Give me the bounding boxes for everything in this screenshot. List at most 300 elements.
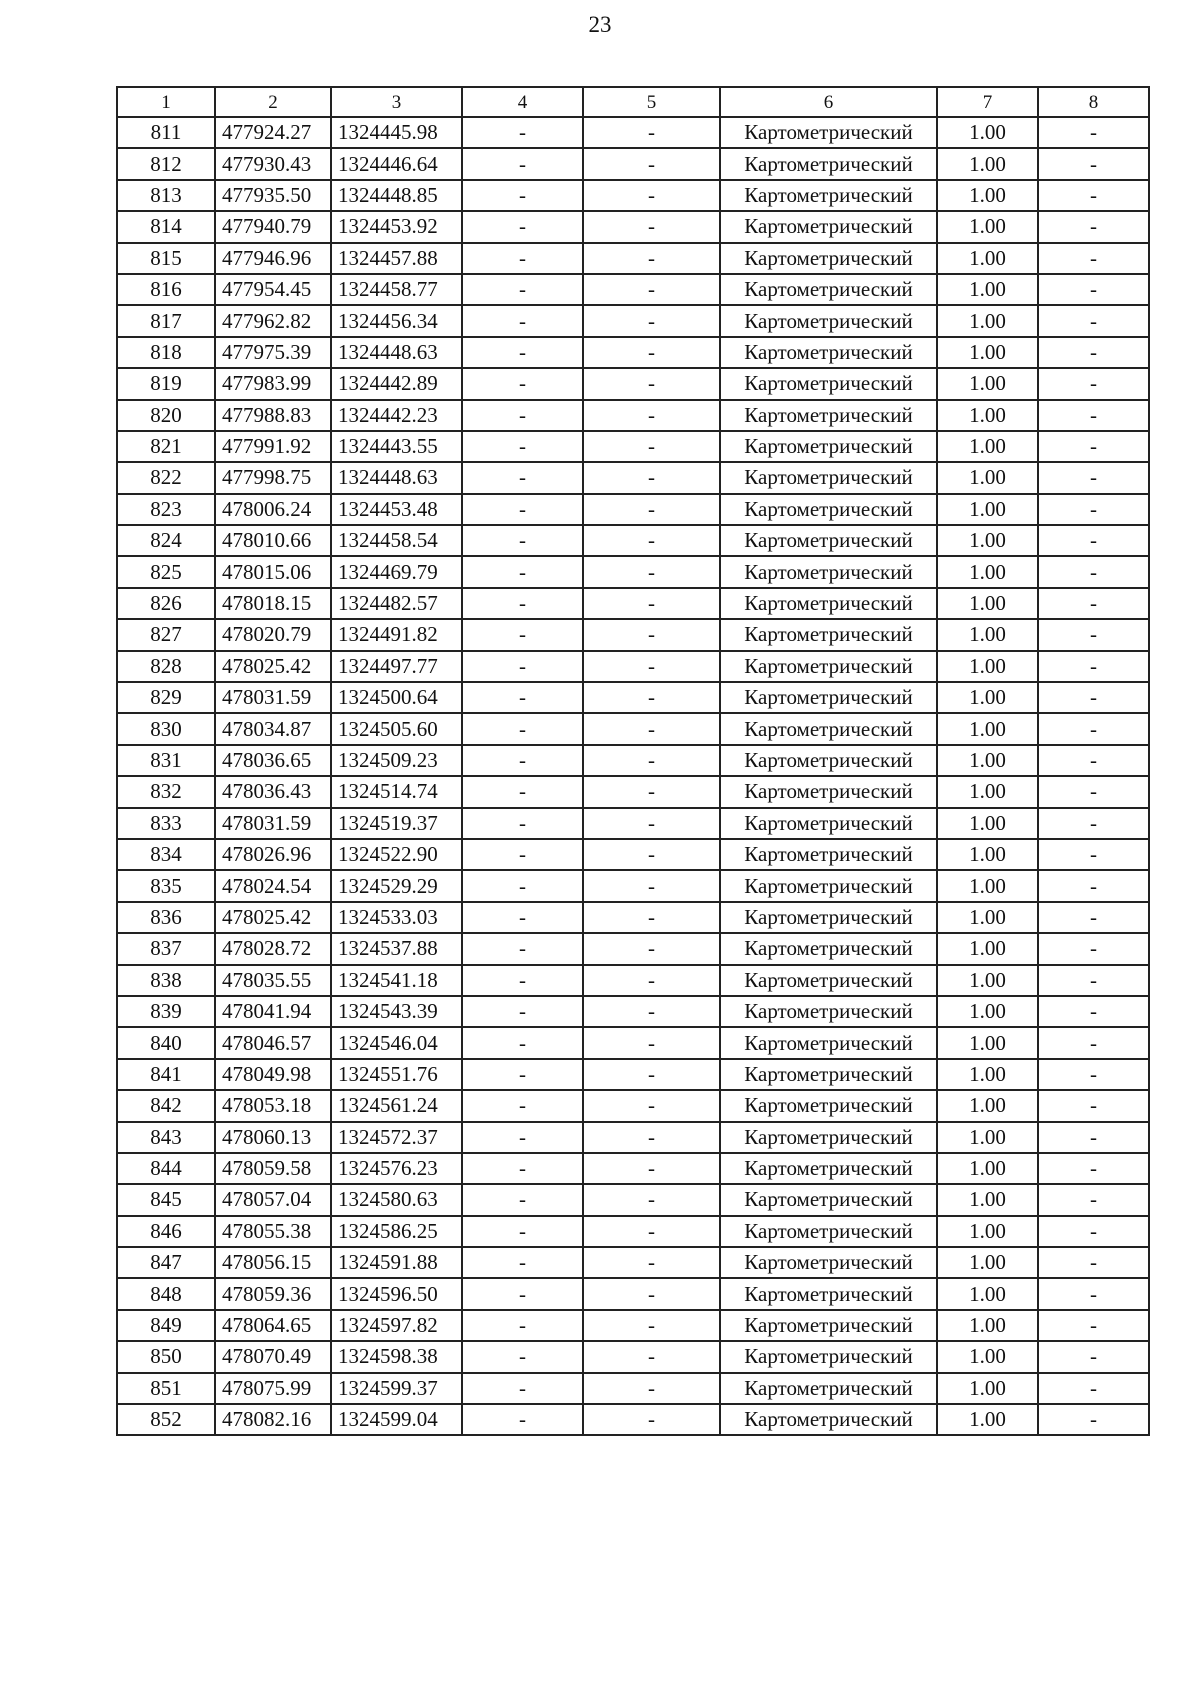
x-coordinate-cell: 478059.58 [215, 1153, 331, 1184]
col-4-cell: - [462, 682, 583, 713]
col-8-cell: - [1038, 243, 1149, 274]
col-5-cell: - [583, 274, 720, 305]
col-8-cell: - [1038, 337, 1149, 368]
col-4-cell: - [462, 1059, 583, 1090]
col-8-cell: - [1038, 368, 1149, 399]
table-row [117, 462, 1149, 493]
accuracy-cell: 1.00 [937, 588, 1038, 619]
x-coordinate-cell: 478035.55 [215, 965, 331, 996]
y-coordinate-cell: 1324456.34 [331, 305, 462, 336]
col-8-cell: - [1038, 1341, 1149, 1372]
col-4-cell: - [462, 368, 583, 399]
x-coordinate-cell: 477930.43 [215, 148, 331, 179]
x-coordinate-cell: 478059.36 [215, 1278, 331, 1309]
point-number-cell: 846 [117, 1216, 215, 1247]
y-coordinate-cell: 1324491.82 [331, 619, 462, 650]
accuracy-cell: 1.00 [937, 494, 1038, 525]
accuracy-cell: 1.00 [937, 211, 1038, 242]
col-8-cell: - [1038, 1373, 1149, 1404]
col-5-cell: - [583, 682, 720, 713]
col-8-cell: - [1038, 556, 1149, 587]
method-cell: Картометрический [720, 933, 937, 964]
accuracy-cell: 1.00 [937, 117, 1038, 148]
col-5-cell: - [583, 337, 720, 368]
col-4-cell: - [462, 1310, 583, 1341]
y-coordinate-cell: 1324453.92 [331, 211, 462, 242]
point-number-cell: 845 [117, 1184, 215, 1215]
y-coordinate-cell: 1324599.04 [331, 1404, 462, 1435]
accuracy-cell: 1.00 [937, 870, 1038, 901]
col-5-cell: - [583, 1059, 720, 1090]
col-8-cell: - [1038, 808, 1149, 839]
method-cell: Картометрический [720, 556, 937, 587]
col-5-cell: - [583, 965, 720, 996]
col-4-cell: - [462, 776, 583, 807]
point-number-cell: 816 [117, 274, 215, 305]
accuracy-cell: 1.00 [937, 965, 1038, 996]
x-coordinate-cell: 478034.87 [215, 713, 331, 744]
table-row [117, 274, 1149, 305]
col-4-cell: - [462, 839, 583, 870]
col-4-cell: - [462, 651, 583, 682]
col-4-cell: - [462, 965, 583, 996]
point-number-cell: 839 [117, 996, 215, 1027]
point-number-cell: 827 [117, 619, 215, 650]
y-coordinate-cell: 1324551.76 [331, 1059, 462, 1090]
y-coordinate-cell: 1324586.25 [331, 1216, 462, 1247]
table-row [117, 776, 1149, 807]
method-cell: Картометрический [720, 651, 937, 682]
accuracy-cell: 1.00 [937, 996, 1038, 1027]
point-number-cell: 825 [117, 556, 215, 587]
method-cell: Картометрический [720, 619, 937, 650]
col-5-cell: - [583, 525, 720, 556]
method-cell: Картометрический [720, 682, 937, 713]
method-cell: Картометрический [720, 1278, 937, 1309]
x-coordinate-cell: 478026.96 [215, 839, 331, 870]
method-cell: Картометрический [720, 1404, 937, 1435]
col-4-cell: - [462, 431, 583, 462]
column-header-7: 7 [937, 87, 1038, 117]
method-cell: Картометрический [720, 996, 937, 1027]
col-8-cell: - [1038, 651, 1149, 682]
table-row [117, 1059, 1149, 1090]
col-5-cell: - [583, 713, 720, 744]
table-row [117, 839, 1149, 870]
x-coordinate-cell: 477935.50 [215, 180, 331, 211]
method-cell: Картометрический [720, 870, 937, 901]
point-number-cell: 818 [117, 337, 215, 368]
col-4-cell: - [462, 211, 583, 242]
page-number: 23 [588, 12, 612, 37]
point-number-cell: 836 [117, 902, 215, 933]
y-coordinate-cell: 1324529.29 [331, 870, 462, 901]
table-row [117, 368, 1149, 399]
method-cell: Картометрический [720, 211, 937, 242]
col-8-cell: - [1038, 431, 1149, 462]
point-number-cell: 834 [117, 839, 215, 870]
y-coordinate-cell: 1324537.88 [331, 933, 462, 964]
method-cell: Картометрический [720, 839, 937, 870]
table-row [117, 1278, 1149, 1309]
col-5-cell: - [583, 870, 720, 901]
x-coordinate-cell: 478075.99 [215, 1373, 331, 1404]
col-8-cell: - [1038, 619, 1149, 650]
table-row [117, 1247, 1149, 1278]
point-number-cell: 826 [117, 588, 215, 619]
col-5-cell: - [583, 117, 720, 148]
col-8-cell: - [1038, 776, 1149, 807]
col-5-cell: - [583, 400, 720, 431]
col-5-cell: - [583, 494, 720, 525]
col-5-cell: - [583, 996, 720, 1027]
x-coordinate-cell: 477940.79 [215, 211, 331, 242]
y-coordinate-cell: 1324541.18 [331, 965, 462, 996]
method-cell: Картометрический [720, 462, 937, 493]
accuracy-cell: 1.00 [937, 1278, 1038, 1309]
col-5-cell: - [583, 180, 720, 211]
col-4-cell: - [462, 588, 583, 619]
method-cell: Картометрический [720, 525, 937, 556]
point-number-cell: 852 [117, 1404, 215, 1435]
y-coordinate-cell: 1324505.60 [331, 713, 462, 744]
accuracy-cell: 1.00 [937, 148, 1038, 179]
table-row [117, 1373, 1149, 1404]
y-coordinate-cell: 1324448.63 [331, 462, 462, 493]
method-cell: Картометрический [720, 305, 937, 336]
accuracy-cell: 1.00 [937, 1216, 1038, 1247]
point-number-cell: 829 [117, 682, 215, 713]
point-number-cell: 822 [117, 462, 215, 493]
method-cell: Картометрический [720, 745, 937, 776]
x-coordinate-cell: 478028.72 [215, 933, 331, 964]
x-coordinate-cell: 478064.65 [215, 1310, 331, 1341]
x-coordinate-cell: 478036.43 [215, 776, 331, 807]
y-coordinate-cell: 1324597.82 [331, 1310, 462, 1341]
column-header-8: 8 [1038, 87, 1149, 117]
col-4-cell: - [462, 808, 583, 839]
table-row [117, 1404, 1149, 1435]
accuracy-cell: 1.00 [937, 337, 1038, 368]
col-8-cell: - [1038, 1027, 1149, 1058]
point-number-cell: 817 [117, 305, 215, 336]
accuracy-cell: 1.00 [937, 1404, 1038, 1435]
method-cell: Картометрический [720, 180, 937, 211]
col-5-cell: - [583, 588, 720, 619]
accuracy-cell: 1.00 [937, 274, 1038, 305]
x-coordinate-cell: 478057.04 [215, 1184, 331, 1215]
table-row [117, 965, 1149, 996]
table-row [117, 243, 1149, 274]
point-number-cell: 820 [117, 400, 215, 431]
col-4-cell: - [462, 1278, 583, 1309]
x-coordinate-cell: 477962.82 [215, 305, 331, 336]
col-8-cell: - [1038, 117, 1149, 148]
y-coordinate-cell: 1324469.79 [331, 556, 462, 587]
point-number-cell: 842 [117, 1090, 215, 1121]
col-8-cell: - [1038, 933, 1149, 964]
col-8-cell: - [1038, 305, 1149, 336]
x-coordinate-cell: 478056.15 [215, 1247, 331, 1278]
accuracy-cell: 1.00 [937, 1310, 1038, 1341]
method-cell: Картометрический [720, 1341, 937, 1372]
table-row [117, 556, 1149, 587]
col-8-cell: - [1038, 1404, 1149, 1435]
column-header-5: 5 [583, 87, 720, 117]
point-number-cell: 811 [117, 117, 215, 148]
accuracy-cell: 1.00 [937, 1090, 1038, 1121]
y-coordinate-cell: 1324580.63 [331, 1184, 462, 1215]
col-5-cell: - [583, 651, 720, 682]
col-4-cell: - [462, 1184, 583, 1215]
col-8-cell: - [1038, 839, 1149, 870]
col-4-cell: - [462, 1090, 583, 1121]
coordinates-table [116, 86, 1150, 1436]
method-cell: Картометрический [720, 368, 937, 399]
col-8-cell: - [1038, 525, 1149, 556]
accuracy-cell: 1.00 [937, 525, 1038, 556]
col-4-cell: - [462, 462, 583, 493]
table-row [117, 117, 1149, 148]
x-coordinate-cell: 478060.13 [215, 1122, 331, 1153]
method-cell: Картометрический [720, 776, 937, 807]
x-coordinate-cell: 477983.99 [215, 368, 331, 399]
accuracy-cell: 1.00 [937, 682, 1038, 713]
table-row [117, 588, 1149, 619]
method-cell: Картометрический [720, 1184, 937, 1215]
col-8-cell: - [1038, 148, 1149, 179]
method-cell: Картометрический [720, 400, 937, 431]
method-cell: Картометрический [720, 1153, 937, 1184]
col-5-cell: - [583, 1310, 720, 1341]
accuracy-cell: 1.00 [937, 839, 1038, 870]
col-8-cell: - [1038, 1059, 1149, 1090]
x-coordinate-cell: 478018.15 [215, 588, 331, 619]
col-5-cell: - [583, 1278, 720, 1309]
method-cell: Картометрический [720, 1373, 937, 1404]
col-5-cell: - [583, 1373, 720, 1404]
point-number-cell: 819 [117, 368, 215, 399]
accuracy-cell: 1.00 [937, 1247, 1038, 1278]
col-5-cell: - [583, 556, 720, 587]
method-cell: Картометрический [720, 1090, 937, 1121]
point-number-cell: 843 [117, 1122, 215, 1153]
method-cell: Картометрический [720, 1310, 937, 1341]
col-4-cell: - [462, 996, 583, 1027]
accuracy-cell: 1.00 [937, 745, 1038, 776]
col-4-cell: - [462, 1404, 583, 1435]
col-8-cell: - [1038, 588, 1149, 619]
table-row [117, 1184, 1149, 1215]
col-4-cell: - [462, 117, 583, 148]
point-number-cell: 851 [117, 1373, 215, 1404]
col-5-cell: - [583, 368, 720, 399]
accuracy-cell: 1.00 [937, 1341, 1038, 1372]
col-8-cell: - [1038, 1153, 1149, 1184]
table-row [117, 870, 1149, 901]
col-4-cell: - [462, 400, 583, 431]
col-4-cell: - [462, 933, 583, 964]
table-row [117, 745, 1149, 776]
col-5-cell: - [583, 462, 720, 493]
x-coordinate-cell: 478020.79 [215, 619, 331, 650]
accuracy-cell: 1.00 [937, 1373, 1038, 1404]
point-number-cell: 838 [117, 965, 215, 996]
col-4-cell: - [462, 148, 583, 179]
x-coordinate-cell: 478031.59 [215, 808, 331, 839]
y-coordinate-cell: 1324546.04 [331, 1027, 462, 1058]
x-coordinate-cell: 477988.83 [215, 400, 331, 431]
col-5-cell: - [583, 1090, 720, 1121]
col-5-cell: - [583, 808, 720, 839]
x-coordinate-cell: 477954.45 [215, 274, 331, 305]
method-cell: Картометрический [720, 274, 937, 305]
col-8-cell: - [1038, 1278, 1149, 1309]
col-4-cell: - [462, 494, 583, 525]
accuracy-cell: 1.00 [937, 808, 1038, 839]
x-coordinate-cell: 478025.42 [215, 651, 331, 682]
point-number-cell: 848 [117, 1278, 215, 1309]
accuracy-cell: 1.00 [937, 1027, 1038, 1058]
y-coordinate-cell: 1324482.57 [331, 588, 462, 619]
col-5-cell: - [583, 1122, 720, 1153]
table-row [117, 808, 1149, 839]
y-coordinate-cell: 1324533.03 [331, 902, 462, 933]
column-header-4: 4 [462, 87, 583, 117]
x-coordinate-cell: 478070.49 [215, 1341, 331, 1372]
method-cell: Картометрический [720, 1247, 937, 1278]
x-coordinate-cell: 478015.06 [215, 556, 331, 587]
method-cell: Картометрический [720, 1216, 937, 1247]
table-row [117, 933, 1149, 964]
accuracy-cell: 1.00 [937, 651, 1038, 682]
col-4-cell: - [462, 305, 583, 336]
x-coordinate-cell: 478049.98 [215, 1059, 331, 1090]
y-coordinate-cell: 1324442.89 [331, 368, 462, 399]
accuracy-cell: 1.00 [937, 1184, 1038, 1215]
col-4-cell: - [462, 1153, 583, 1184]
point-number-cell: 832 [117, 776, 215, 807]
col-5-cell: - [583, 776, 720, 807]
col-4-cell: - [462, 1122, 583, 1153]
y-coordinate-cell: 1324453.48 [331, 494, 462, 525]
table-row [117, 1027, 1149, 1058]
col-5-cell: - [583, 933, 720, 964]
col-4-cell: - [462, 525, 583, 556]
point-number-cell: 824 [117, 525, 215, 556]
y-coordinate-cell: 1324446.64 [331, 148, 462, 179]
point-number-cell: 815 [117, 243, 215, 274]
col-8-cell: - [1038, 274, 1149, 305]
col-5-cell: - [583, 1404, 720, 1435]
col-4-cell: - [462, 902, 583, 933]
table-row [117, 400, 1149, 431]
method-cell: Картометрический [720, 148, 937, 179]
table-row [117, 619, 1149, 650]
col-4-cell: - [462, 556, 583, 587]
x-coordinate-cell: 477924.27 [215, 117, 331, 148]
method-cell: Картометрический [720, 588, 937, 619]
point-number-cell: 835 [117, 870, 215, 901]
y-coordinate-cell: 1324572.37 [331, 1122, 462, 1153]
method-cell: Картометрический [720, 1122, 937, 1153]
col-5-cell: - [583, 1153, 720, 1184]
col-8-cell: - [1038, 682, 1149, 713]
point-number-cell: 812 [117, 148, 215, 179]
method-cell: Картометрический [720, 1059, 937, 1090]
y-coordinate-cell: 1324448.63 [331, 337, 462, 368]
accuracy-cell: 1.00 [937, 776, 1038, 807]
y-coordinate-cell: 1324497.77 [331, 651, 462, 682]
col-5-cell: - [583, 1216, 720, 1247]
col-8-cell: - [1038, 870, 1149, 901]
x-coordinate-cell: 478036.65 [215, 745, 331, 776]
table-row [117, 180, 1149, 211]
y-coordinate-cell: 1324458.54 [331, 525, 462, 556]
x-coordinate-cell: 478031.59 [215, 682, 331, 713]
col-4-cell: - [462, 274, 583, 305]
col-8-cell: - [1038, 1090, 1149, 1121]
col-5-cell: - [583, 1184, 720, 1215]
x-coordinate-cell: 477975.39 [215, 337, 331, 368]
point-number-cell: 847 [117, 1247, 215, 1278]
col-5-cell: - [583, 745, 720, 776]
table-row [117, 431, 1149, 462]
method-cell: Картометрический [720, 431, 937, 462]
method-cell: Картометрический [720, 1027, 937, 1058]
point-number-cell: 821 [117, 431, 215, 462]
method-cell: Картометрический [720, 337, 937, 368]
x-coordinate-cell: 478024.54 [215, 870, 331, 901]
y-coordinate-cell: 1324445.98 [331, 117, 462, 148]
y-coordinate-cell: 1324458.77 [331, 274, 462, 305]
column-header-3: 3 [331, 87, 462, 117]
x-coordinate-cell: 478046.57 [215, 1027, 331, 1058]
point-number-cell: 813 [117, 180, 215, 211]
col-4-cell: - [462, 1341, 583, 1372]
x-coordinate-cell: 477946.96 [215, 243, 331, 274]
x-coordinate-cell: 478055.38 [215, 1216, 331, 1247]
col-8-cell: - [1038, 996, 1149, 1027]
col-4-cell: - [462, 619, 583, 650]
y-coordinate-cell: 1324514.74 [331, 776, 462, 807]
point-number-cell: 837 [117, 933, 215, 964]
table-row [117, 305, 1149, 336]
y-coordinate-cell: 1324509.23 [331, 745, 462, 776]
table-row [117, 1122, 1149, 1153]
y-coordinate-cell: 1324561.24 [331, 1090, 462, 1121]
x-coordinate-cell: 477998.75 [215, 462, 331, 493]
point-number-cell: 844 [117, 1153, 215, 1184]
col-4-cell: - [462, 870, 583, 901]
accuracy-cell: 1.00 [937, 1059, 1038, 1090]
table-row [117, 1216, 1149, 1247]
col-4-cell: - [462, 745, 583, 776]
y-coordinate-cell: 1324443.55 [331, 431, 462, 462]
col-4-cell: - [462, 1373, 583, 1404]
y-coordinate-cell: 1324500.64 [331, 682, 462, 713]
col-5-cell: - [583, 431, 720, 462]
table-row [117, 1153, 1149, 1184]
accuracy-cell: 1.00 [937, 902, 1038, 933]
point-number-cell: 823 [117, 494, 215, 525]
y-coordinate-cell: 1324591.88 [331, 1247, 462, 1278]
y-coordinate-cell: 1324596.50 [331, 1278, 462, 1309]
table-header-row [117, 87, 1149, 117]
col-4-cell: - [462, 243, 583, 274]
table-row [117, 1341, 1149, 1372]
table-row [117, 682, 1149, 713]
